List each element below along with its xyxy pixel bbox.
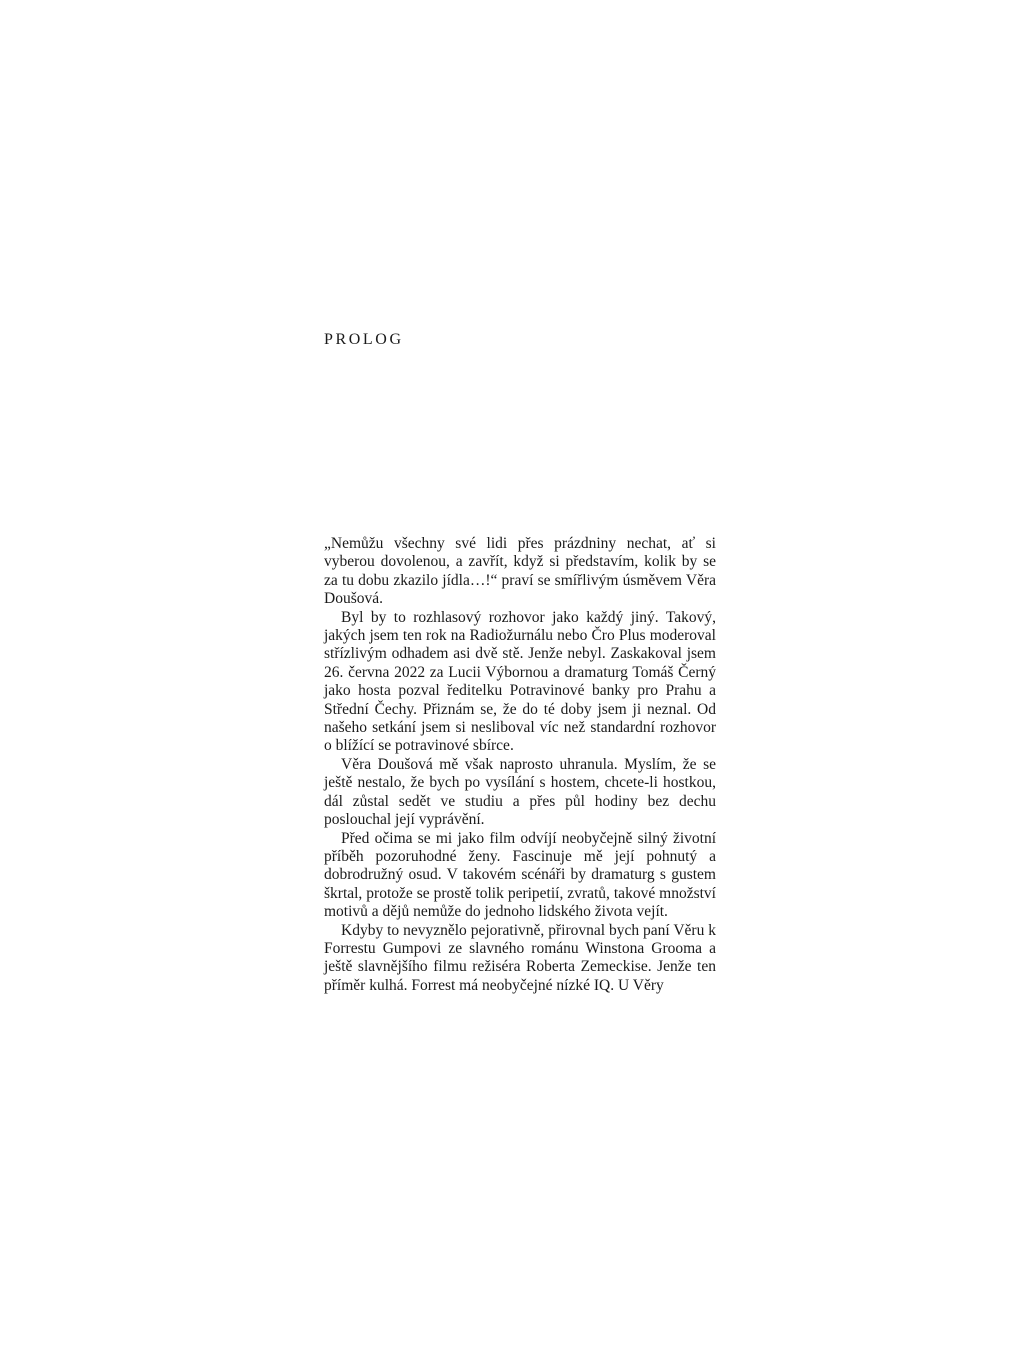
paragraph-5: Kdyby to nevyznělo pejorativně, přirovnal bych paní Věru k Forrestu Gumpovi ze slavného románu Winstona Grooma a ještě slavnějšího filmu režiséra Roberta Zemeckise. Jenže ten příměr kulhá. Forrest má neobyčejné nízké IQ. U Věry [324,921,716,994]
body-text [324,535,716,995]
paragraph-3: Věra Doušová mě však naprosto uhranula. Myslím, že se ještě nestalo, že bych po vysílání s hostem, chcete-li hostkou, dál zůstal sedět ve studiu a přes půl hodiny bez dechu poslouchal její vyprávění. [324,755,716,829]
paragraph-4: Před očima se mi jako film odvíjí neobyčejně silný životní příběh pozoruhodné ženy. Fascinuje mě její pohnutý a dobrodružný osud. V takovém scénáři by dramaturg s gustem škrtal, protože se prostě tolik peripetií, zvratů, takové množství motivů a dějů nemůže do jednoho lidského života vejít. [324,829,716,921]
paragraph-1: „Nemůžu všechny své lidi přes prázdniny nechat, ať si vyberou dovolenou, a zavřít, když si představím, kolik by se za tu dobu zkazilo jídla…!“ praví se smířlivým úsměvem Věra Doušová. [324,535,716,608]
chapter-title: PROLOG [324,331,404,348]
paragraph-2: Byl by to rozhlasový rozhovor jako každý jiný. Takový, jakých jsem ten rok na Radiožurnálu nebo Čro Plus moderoval střízlivým odhadem asi dvě stě. Jenže nebyl. Zaskakoval jsem 26. června 2022 za Lucii Výbornou a dramaturg Tomáš Černý jako hosta pozval ředitelku Potravinové banky pro Prahu a Střední Čechy. Přiznám se, že do té doby jsem ji neznal. Od našeho setkání jsem si nesliboval víc než standardní rozhovor o blížící se potravinové sbírce. [324,608,716,755]
